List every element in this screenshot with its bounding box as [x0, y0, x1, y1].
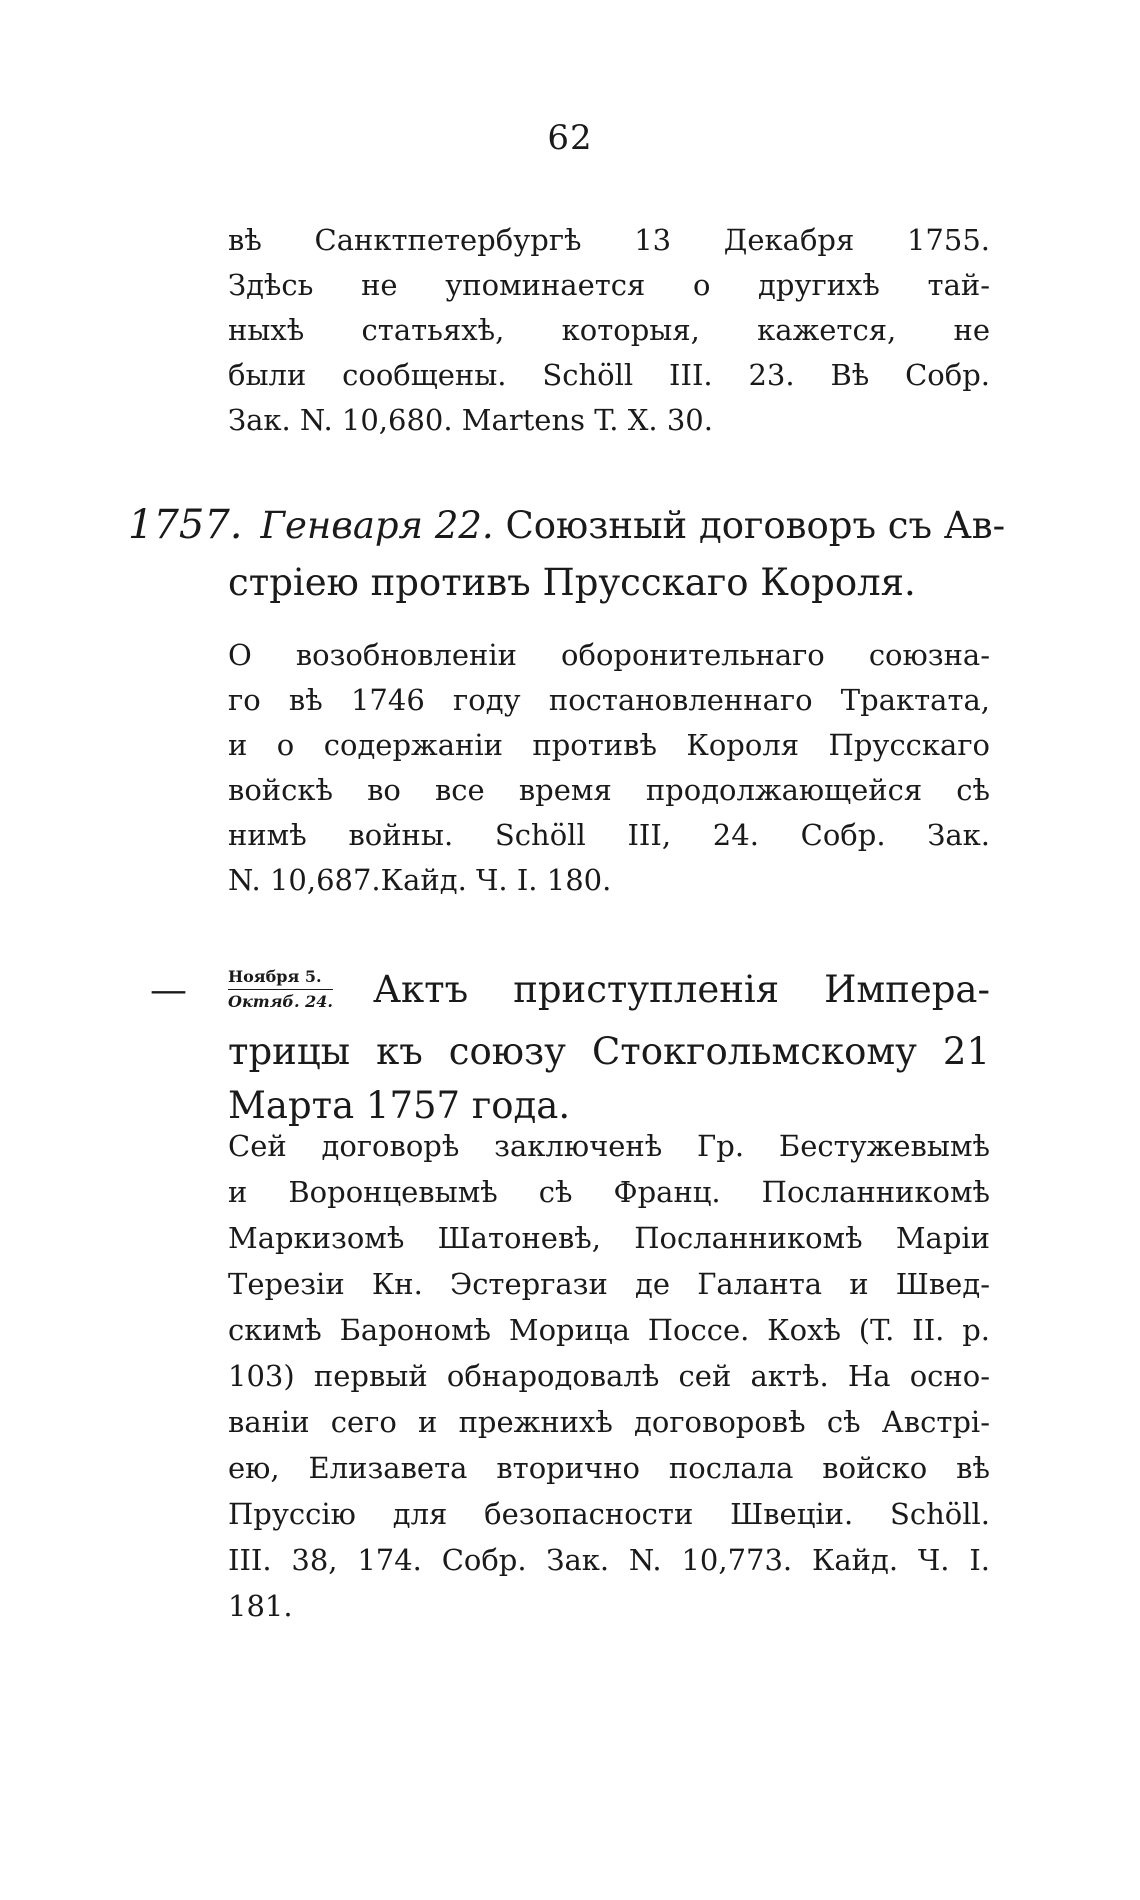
- entry-dash: —: [150, 967, 187, 1011]
- text-line: Пруссію для безопасности Швеціи. Schöll.: [228, 1497, 990, 1531]
- text-line: войскѣ во все время продолжающейся сѣ: [228, 773, 990, 807]
- date-old-style: Октяб. 24.: [228, 991, 333, 1011]
- entry-heading-act: [150, 953, 990, 1133]
- text-line: скимѣ Барономѣ Морица Поссе. Кохѣ (T. II. p.: [228, 1313, 990, 1347]
- text-line: го вѣ 1746 году постановленнаго Трактата,: [228, 683, 990, 717]
- page-number: 62: [547, 118, 593, 158]
- entry-title: Актъ приступленія Импера-: [372, 967, 990, 1011]
- text-line: были сообщены. Schöll III. 23. Вѣ Собр.: [228, 358, 990, 392]
- entry-title: Союзный договоръ съ Ав-: [505, 504, 1006, 547]
- entry-date: Генваря 22.: [260, 504, 494, 547]
- text-line: 103) первый обнародовалѣ сей актѣ. На осно-: [228, 1359, 990, 1393]
- paragraph-description-act: [228, 1123, 990, 1629]
- text-line: ныхѣ статьяхѣ, которыя, кажется, не: [228, 313, 990, 347]
- text-line: и о содержаніи противѣ Короля Прусскаго: [228, 728, 990, 762]
- text-line: III. 38, 174. Собр. Зак. N. 10,773. Кайд. Ч. I.: [228, 1543, 990, 1577]
- text-line: 181.: [228, 1589, 293, 1623]
- text-line: вѣ Санктпетербургѣ 13 Декабря 1755.: [228, 223, 990, 257]
- paragraph-footnote-1755: [228, 218, 990, 443]
- text-line: О возобновленіи оборонительнаго союзна-: [228, 638, 990, 672]
- text-line: Зак. N. 10,680. Martens T. X. 30.: [228, 403, 713, 437]
- text-line: нимѣ войны. Schöll III, 24. Собр. Зак.: [228, 818, 990, 852]
- text-line: Терезіи Кн. Эстергази де Галанта и Швед-: [228, 1267, 990, 1301]
- entry-title-continuation: стріею противъ Прусскаго Короля.: [228, 561, 916, 604]
- entry-year: 1757.: [128, 502, 243, 548]
- text-line: ваніи сего и прежнихѣ договоровѣ сѣ Австрі-: [228, 1405, 990, 1439]
- text-line: Сей договорѣ заключенѣ Гр. Бестужевымѣ: [228, 1129, 990, 1163]
- text-line: Здѣсь не упоминается о другихѣ тай-: [228, 268, 990, 302]
- entry-title-continuation: Марта 1757 года.: [228, 1084, 571, 1127]
- text-line: и Воронцевымѣ сѣ Франц. Посланникомѣ: [228, 1175, 990, 1209]
- paragraph-description-1757: [228, 633, 990, 903]
- entry-heading-1757: [128, 496, 1006, 612]
- entry-heading-line: [128, 496, 1006, 554]
- text-line: Маркизомѣ Шатоневѣ, Посланникомѣ Маріи: [228, 1221, 990, 1255]
- text-line: N. 10,687.Кайд. Ч. I. 180.: [228, 863, 612, 897]
- entry-title-continuation: трицы къ союзу Стокгольмскому 21: [228, 1030, 990, 1073]
- text-line: ею, Елизавета вторично послала войско вѣ: [228, 1451, 990, 1485]
- date-new-style: Ноября 5.: [228, 967, 333, 990]
- act-first-line: [150, 953, 990, 1025]
- entry-date-fraction: [228, 967, 333, 1012]
